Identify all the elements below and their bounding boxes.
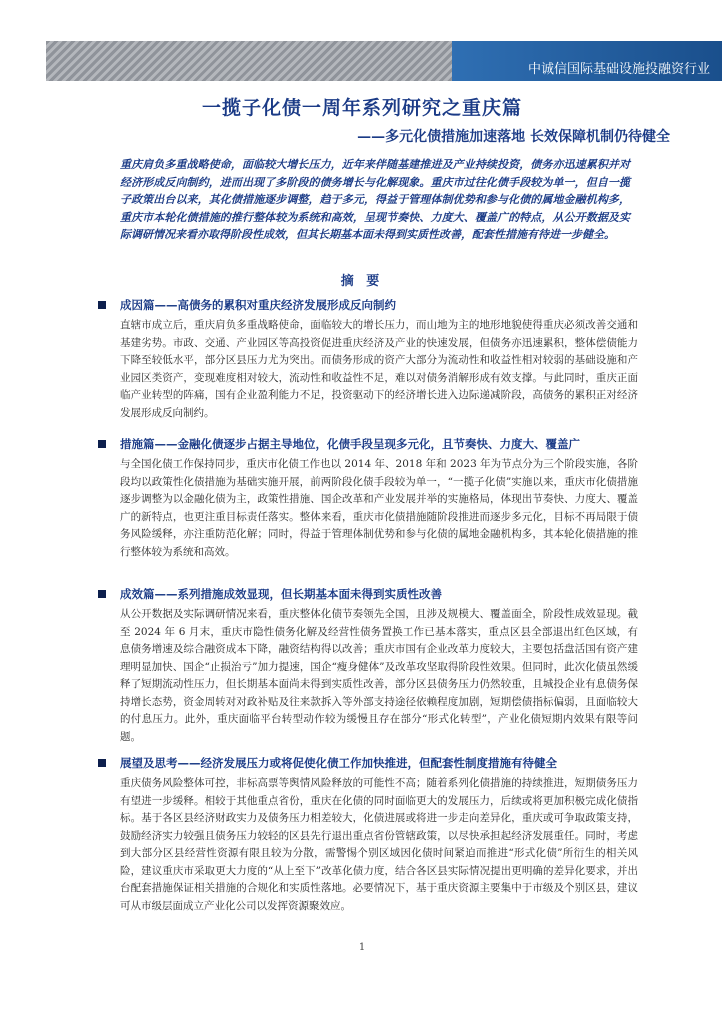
section-body: 重庆债务风险整体可控，非标高票等舆情风险释放的可能性不高；随着系列化债措施的持续推进，短期债务压力有望进一步缓释。相较于其他重点省份，重庆在化债的同时面临更大的发展压力，后续或将更加积极完成化债指标。基于各区县经济财政实力及债务压力相差较大，化债进展或将进一步走向差异化，重庆或可争取政策支持，鼓励经济实力较强且债务压力较轻的区县先行退出重点省份管辖政策，以尽快承担起经济发展重任。同时，考虑到大部分区县经营性资源有限且较为分散，需警惕个别区域因化债时间紧迫而推进“形式化债”所衍生的相关风险，建议重庆市采取更大力度的“从上至下”改革化债力度，结合各区县实际情况提出更明确的差异化要求，并出台配套措施保证相关措施的合规化和实质性落地。必要情况下，基于重庆资源主要集中于市级及个别区县，建议可从市级层面成立产业化公司以发挥资源聚效应。 — [120, 777, 638, 912]
document-subtitle: ——多元化债措施加速落地 长效保障机制仍待健全 — [357, 129, 670, 145]
document-title: 一揽子化债一周年系列研究之重庆篇 — [201, 97, 522, 119]
section-heading — [98, 586, 638, 602]
square-bullet-icon — [98, 301, 106, 309]
section-heading — [98, 297, 638, 313]
section-body: 与全国化债工作保持同步，重庆市化债工作也以 2014 年、2018 年和 2023 年为节点分为三个阶段实施，各阶段均以政策性化债措施为基础实施开展，前两阶段化债手段较为单一，“一揽子化债”实施以来，重庆市化债措施逐步调整为以金融化债为主，政策性措施、国企改革和产业发展并举的实施格局，体现出节奏快、力度大、覆盖广的新特点，也更注重目标责任落实。整体来看，重庆市化债措施随阶段推进而逐步多元化，目标不再局限于债务风险缓释，亦注重防范化解；同时，得益于管理体制优势和参与化债的属地金融机构多，其本轮化债措施的推行整体较为系统和高效。 — [120, 458, 638, 558]
section-heading-text: 措施篇——金融化债逐步占据主导地位，化债手段呈现多元化，且节奏快、力度大、覆盖广 — [120, 437, 580, 451]
section-outlook — [98, 755, 638, 915]
header-tag-text: 中诚信国际基础设施投融资行业 — [527, 62, 710, 77]
square-bullet-icon — [98, 440, 106, 448]
header-tag — [452, 41, 722, 81]
section-results — [98, 586, 638, 746]
section-measures — [98, 436, 638, 561]
section-body: 从公开数据及实际调研情况来看，重庆整体化债节奏领先全国，且涉及规模大、覆盖面全，阶段性成效显现。截至 2024 年 6 月末，重庆市隐性债务化解及经营性债务置换工作已基本落实，重点区县全部退出红色区域，有息债务增速及综合融资成本下降，融资结构得以改善；重庆市国有企业改革力度较大，主要包括盘活国有资产建理明显加快、国企“止损治亏”加力提速，国企“瘦身健体”及改革攻坚取得阶段性效果。但同时，此次化债虽然缓释了短期流动性压力，但长期基本面尚未得到实质性改善，部分区县债务压力仍然较重，且城投企业有息债务保持增长态势，资金周转对对政补贴及往来款拆入等外部支持途径依赖程度加剧，短期偿债指标偏弱，且面临较大的付息压力。此外，重庆面临平台转型动作较为缓慢且存在部分“形式化转型”，产业化债短期内效果有限等问题。 — [120, 608, 638, 743]
square-bullet-icon — [98, 590, 106, 598]
section-causes — [98, 297, 638, 422]
abstract-heading: 摘 要 — [340, 274, 384, 289]
header-banner — [46, 41, 722, 81]
section-heading — [98, 436, 638, 452]
section-heading-text: 成效篇——系列措施成效显现，但长期基本面未得到实质性改善 — [120, 587, 442, 601]
intro-paragraph: 重庆肩负多重战略使命，面临较大增长压力，近年来伴随基建推进及产业持续投资，债务亦迅速累积并对经济形成反向制约，进而出现了多阶段的债务增长与化解现象。重庆市过往化债手段较为单一，但自一揽子政策出台以来，其化债措施逐步调整，趋于多元，得益于管理体制优势和参与化债的属地金融机构多，重庆市本轮化债措施的推行整体较为系统和高效，呈现节奏快、力度大、覆盖广的特点，从公开数据及实际调研情况来看亦取得阶段性成效，但其长期基本面未得到实质性改善，配套性措施有待进一步健全。 — [120, 158, 630, 241]
square-bullet-icon — [98, 759, 106, 767]
page-number: 1 — [358, 942, 366, 953]
section-heading-text: 展望及思考——经济发展压力或将促使化债工作加快推进，但配套性制度措施有待健全 — [120, 756, 557, 770]
section-heading-text: 成因篇——高债务的累积对重庆经济发展形成反向制约 — [120, 298, 396, 312]
section-body: 直辖市成立后，重庆肩负多重战略使命，面临较大的增长压力，而山地为主的地形地貌使得重庆必须改善交通和基建劣势。市政、交通、产业园区等高投资促进重庆经济及产业的快速发展，但债务亦迅速累积，整体偿债能力下降至较低水平，部分区县压力尤为突出。而债务形成的资产大部分为流动性和收益性相对较弱的基础设施和产业园区类资产，变现难度相对较大，流动性和收益性不足，难以对债务消解形成有效支撑。与此同时，重庆正面临产业转型的阵痛，国有企业盈利能力不足，投资驱动下的经济增长进入边际递减阶段，高债务的累积正对经济发展形成反向制约。 — [120, 319, 638, 419]
section-heading — [98, 755, 638, 771]
